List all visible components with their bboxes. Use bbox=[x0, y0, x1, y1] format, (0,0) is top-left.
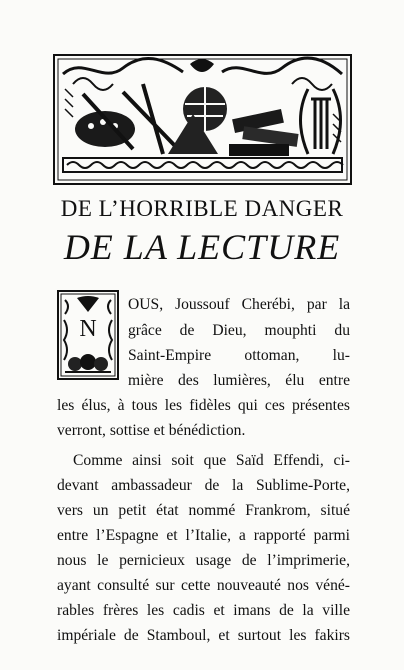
body-line: les élus, à tous les fidèles qui ces présentes bbox=[57, 397, 350, 414]
drop-cap-letter: N bbox=[79, 316, 97, 342]
body-line: grâce de Dieu, mouphti du bbox=[128, 322, 350, 339]
body-line: OUS, Joussouf Cherébi, par la bbox=[128, 296, 350, 313]
body-line: Comme ainsi soit que Saïd Effendi, ci- bbox=[73, 452, 350, 469]
body-line: entre l’Espagne et l’Italie, a rapporté parmi bbox=[57, 527, 350, 544]
body-line: impériale de Stamboul, et surtout les fakirs bbox=[57, 627, 350, 644]
body-line: verront, sottise et bénédiction. bbox=[57, 422, 246, 439]
title-line-2: DE LA LECTURE bbox=[63, 227, 341, 267]
body-line: mière des lumières, élu entre bbox=[128, 372, 350, 389]
body-line: ayant consulté sur cette nouveauté nos véné- bbox=[57, 577, 350, 594]
body-line: devant ambassadeur de la Sublime-Porte, bbox=[57, 477, 350, 494]
body-line: Saint-Empire ottoman, lu- bbox=[128, 347, 350, 364]
title-line-1: DE L’HORRIBLE DANGER bbox=[60, 196, 344, 221]
ornamental-headpiece bbox=[53, 54, 352, 185]
decorated-drop-cap bbox=[57, 290, 119, 380]
body-line: nous le pernicieux usage de l’imprimerie, bbox=[57, 552, 350, 569]
body-line: vers un petit état nommé Frankrom, situé bbox=[57, 502, 350, 519]
body-line: rables frères les cadis et imans de la ville bbox=[57, 602, 350, 619]
